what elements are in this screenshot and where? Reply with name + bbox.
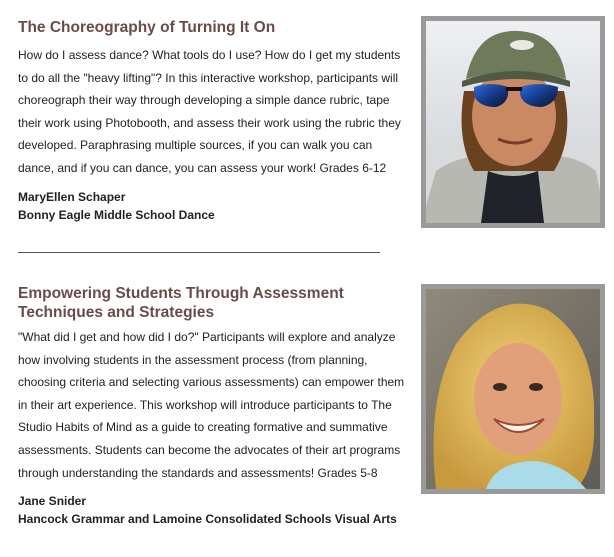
session-choreography	[0, 0, 614, 240]
presenter-photo-frame	[421, 284, 605, 494]
session-title: Empowering Students Through Assessment Techniques and Strategies	[18, 285, 344, 321]
presenter-info	[18, 188, 215, 224]
session-empowering-students	[0, 270, 614, 557]
presenter-organization: Bonny Eagle Middle School Dance	[18, 208, 215, 222]
section-divider	[18, 252, 380, 253]
session-title: The Choreography of Turning It On	[18, 19, 276, 36]
session-description: How do I assess dance? What tools do I use? How do I get my students to do all the "heavy lifting"? In this interactive workshop, participants will choreograph their way through developing a simple dance rubric, tape their work using Photobooth, and assess their work using the rubric they developed. Paraphrasing multiple sources, if you can walk you can dance, and if you can dance, you can assess your work! Grades 6-12	[18, 48, 401, 175]
session-description: "What did I get and how did I do?" Participants will explore and analyze how involving students in the assessment process (from planning, choosing criteria and selecting various assessments) can empower them in their art experience. This workshop will introduce participants to The Studio Habits of Mind as a guide to creating formative and summative assessments. Students can become the advocates of their art programs through understanding the standards and assessments! Grades 5-8	[18, 330, 405, 480]
presenter-name: MaryEllen Schaper	[18, 190, 126, 204]
presenter-name: Jane Snider	[18, 494, 87, 508]
presenter-photo	[426, 289, 600, 489]
presenter-info	[18, 492, 397, 528]
presenter-photo-frame	[421, 16, 605, 228]
presenter-photo	[426, 21, 600, 223]
presenter-organization: Hancock Grammar and Lamoine Consolidated Schools Visual Arts	[18, 512, 397, 526]
